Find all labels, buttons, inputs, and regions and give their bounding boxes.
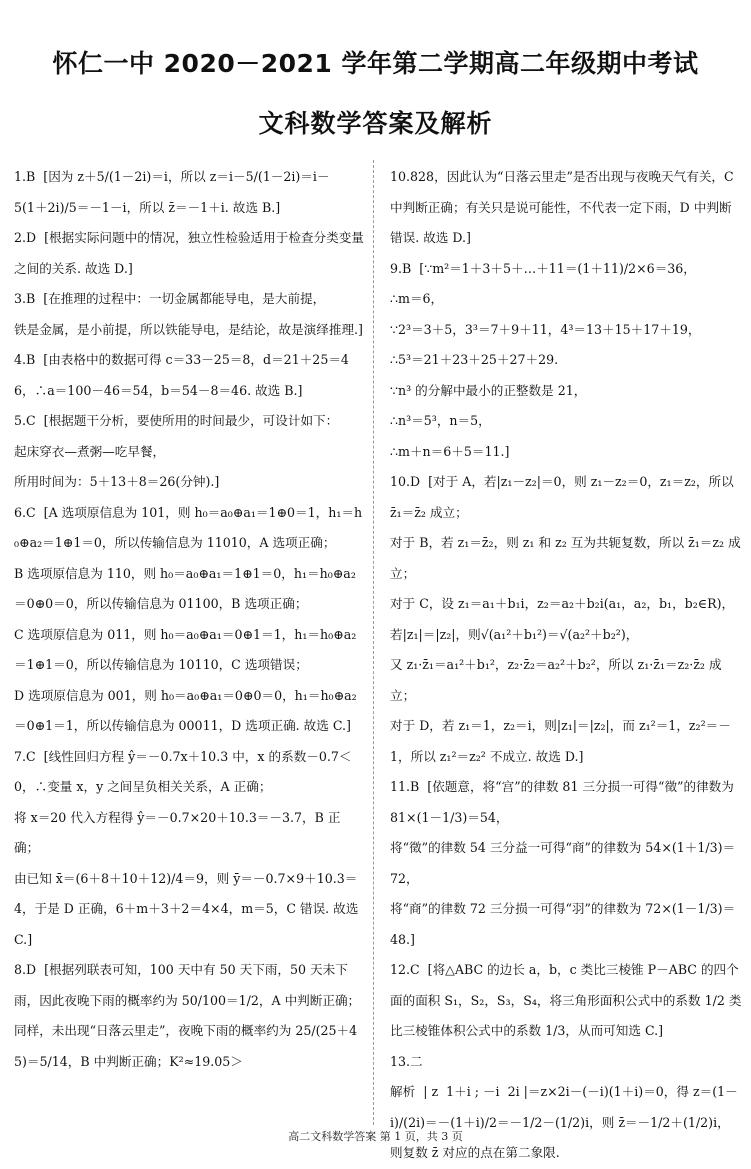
answer-5: 5.C [根据题干分析，要使所用的时间最少，可设计如下： 起床穿衣—煮粥—吃早餐， 所用时间为：5＋13＋8＝26(分钟).] xyxy=(14,413,339,489)
answer-13: 13.二 解析 | z 1＋i ; －i 2i |＝z×2i－(－i)(1＋i)＝0，得 z＝(1－i)/(2i)＝－(1＋i)/2＝－1/2－(1/2)i，则 z̄＝－1/2＋(1/2)i，则复数 z̄ 对应的点在第二象限. xyxy=(390,1053,738,1160)
answer-8: 8.D [根据列联表可知，100 天中有 50 天下雨，50 天未下雨，因此夜晚下雨的概率约为 50/100＝1/2，A 中判断正确；同样，未出现“日落云里走”，夜晚下雨的概率约为 25/(25＋45)＝5/14，B 中判断正确；K²≈19.05＞ xyxy=(14,962,361,1069)
answer-7: 7.C [线性回归方程 ŷ＝－0.7x＋10.3 中，x 的系数－0.7＜0，∴变量 x，y 之间呈负相关关系，A 正确； 将 x＝20 代入方程得 ŷ＝－0.7×20＋10.3＝－3.7，B 正确； 由已知 x̄＝(6＋8＋10＋12)/4＝9，则 ȳ＝－0.7×9＋10.3＝4，于是 D 正确，6＋m＋3＋2＝4×4，m＝5，C 错误. 故选 C.] xyxy=(14,748,359,947)
answer-3: 3.B [在推理的过程中：一切金属都能导电，是大前提， 铁是金属，是小前提，所以铁能导电，是结论，故是演绎推理.] xyxy=(14,291,363,337)
left-column xyxy=(14,162,364,1112)
column-divider xyxy=(373,160,374,1125)
answer-12: 12.C [将△ABC 的边长 a，b，c 类比三棱锥 P－ABC 的四个面的面积 S₁，S₂，S₃，S₄，将三角形面积公式中的系数 1/2 类比三棱锥体积公式中的系数 1/3，从而可知选 C.] xyxy=(390,962,742,1038)
answer-6: 6.C [A 选项原信息为 101，则 h₀＝a₀⊕a₁＝1⊕0＝1，h₁＝h₀⊕a₂＝1⊕1＝0，所以传输信息为 11010，A 选项正确； B 选项原信息为 110，则 h₀＝a₀⊕a₁＝1⊕1＝0，h₁＝h₀⊕a₂＝0⊕0＝0，所以传输信息为 01100，B 选项正确； C 选项原信息为 011，则 h₀＝a₀⊕a₁＝0⊕1＝1，h₁＝h₀⊕a₂＝1⊕1＝0，所以传输信息为 10110，C 选项错误； D 选项原信息为 001，则 h₀＝a₀⊕a₁＝0⊕0＝0，h₁＝h₀⊕a₂＝0⊕1＝1，所以传输信息为 00011，D 选项正确. 故选 C.] xyxy=(14,504,363,733)
answer-9: 9.B [∵m²＝1＋3＋5＋…＋11＝(1＋11)/2×6＝36， ∴m＝6， ∵2³＝3＋5，3³＝7＋9＋11，4³＝13＋15＋17＋19， ∴5³＝21＋23＋25＋27＋29. ∵n³ 的分解中最小的正整数是 21， ∴n³＝5³，n＝5， ∴m＋n＝6＋5＝11.] xyxy=(390,260,701,459)
page-title: 怀仁一中 2020－2021 学年第二学期高二年级期中考试 xyxy=(52,49,699,78)
answer-10: 10.D [对于 A，若|z₁－z₂|＝0，则 z₁－z₂＝0，z₁＝z₂，所以 z̄₁＝z̄₂ 成立； 对于 B，若 z₁＝z̄₂，则 z₁ 和 z₂ 互为共轭复数，所以 z̄₁＝z₂ 成立； 对于 C，设 z₁＝a₁＋b₁i，z₂＝a₂＋b₂i(a₁，a₂，b₁，b₂∈R)， 若|z₁|＝|z₂|，则√(a₁²＋b₁²)＝√(a₂²＋b₂²)， 又 z₁·z̄₁＝a₁²＋b₁²，z₂·z̄₂＝a₂²＋b₂²，所以 z₁·z̄₁＝z₂·z̄₂ 成立； 对于 D，若 z₁＝1，z₂＝i，则|z₁|＝|z₂|，而 z₁²＝1，z₂²＝－1，所以 z₁²＝z₂² 不成立. 故选 D.] xyxy=(390,474,741,764)
answer-8-continued: 10.828，因此认为“日落云里走”是否出现与夜晚天气有关，C 中判断正确；有关只是说可能性，不代表一定下雨，D 中判断错误. 故选 D.] xyxy=(390,169,738,245)
answer-4: 4.B [由表格中的数据可得 c＝33－25＝8，d＝21＋25＝46，∴a＝100－46＝54，b＝54－8＝46. 故选 B.] xyxy=(14,352,349,398)
answer-1: 1.B [因为 z＋5/(1－2i)＝i，所以 z＝i－5/(1－2i)＝i－ 5(1＋2i)/5＝－1－i，所以 z̄＝－1＋i. 故选 B.] xyxy=(14,169,330,215)
right-column xyxy=(390,162,742,1160)
page-footer: 高二文科数学答案 第 1 页，共 3 页 xyxy=(288,1130,463,1143)
answer-11: 11.B [依题意，将“宫”的律数 81 三分损一可得“徵”的律数为 81×(1－1/3)＝54， 将“徵”的律数 54 三分益一可得“商”的律数为 54×(1＋1/3)＝72， 将“商”的律数 72 三分损一可得“羽”的律数为 72×(1－1/3)＝48.] xyxy=(390,779,736,947)
answer-2: 2.D [根据实际问题中的情况，独立性检验适用于检查分类变量之间的关系. 故选 D.] xyxy=(14,230,364,276)
page-subtitle: 文科数学答案及解析 xyxy=(258,109,493,138)
